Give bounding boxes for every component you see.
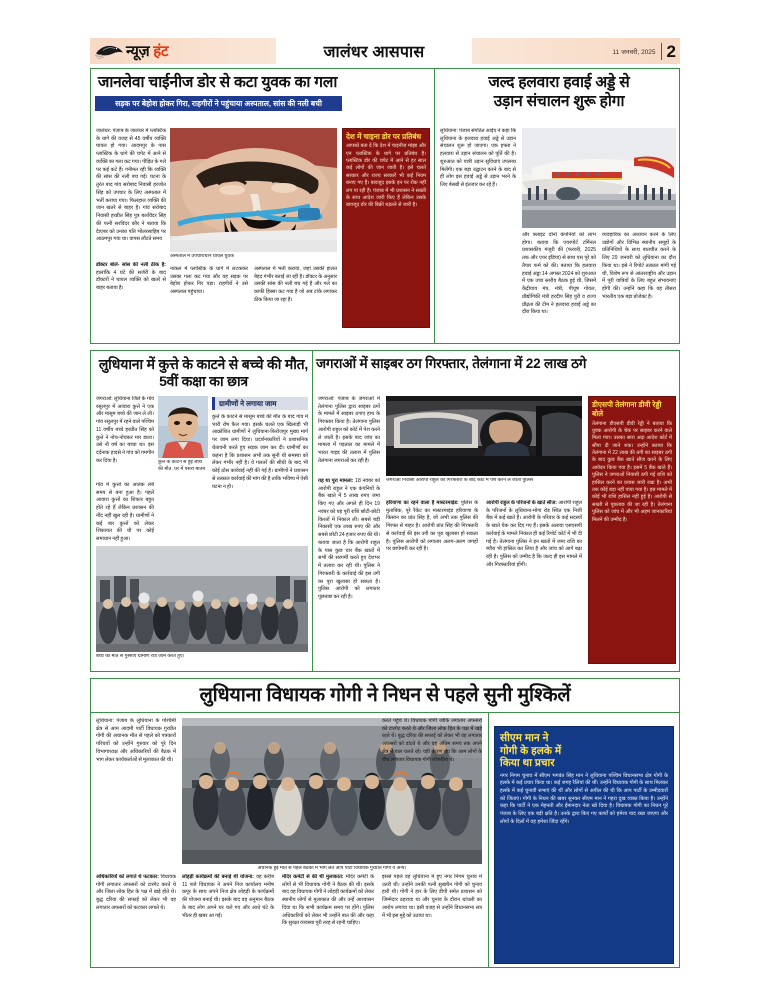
article-body-bottom-4 bbox=[382, 874, 482, 964]
headline-halwara-line2: उड़ान संचालन शुरू होगा bbox=[493, 92, 625, 110]
headline-mla-gogi: लुधियाना विधायक गोगी ने निधन से पहले सुनी मुश्किलें bbox=[199, 684, 571, 706]
section-top-divider bbox=[434, 68, 435, 344]
article-body-mid-right-4 bbox=[486, 500, 582, 664]
sidebar-box-body-dsp: तेलंगाना डीएसपी डीवी रेड्डी ने बताया कि युवक आरोपी के चेक पर साइबर करने वाले मिला गया। उसका सारा अदा आदेश कोर्ट में सौंपा दी जाने शक। उन्होंने बताया कि तेलंगाना में 22 लाख की ठगी का साइबर ठगी के बाद कुछ बैंक खाते सीज करने के लिए आवेदन किया गया है। इसमें 5 बैंक खाते हैं। पुलिस ने जगराओं निवासी ठगी गई राशि को हासिल करने का प्रयास जारी रखा है। अभी तक कोई बड़ा नहीं पाया गया है। इस मामले में कोई भी राशि हासिल नहीं हुई है। आरोपी से सख्ती से पूछताछ की जा रही है। तेलंगाना पुलिस को जांच में और भी अहम जानकारियां मिलने की उम्मीद है। bbox=[592, 420, 672, 523]
cm-box-title-line2: गोगी के हलके में bbox=[500, 744, 562, 757]
subheading-officials-reprimand: अधिकारियों को लगाते थे फटकार: bbox=[96, 874, 159, 880]
sidebar-box-title-cm-mann bbox=[495, 727, 673, 773]
article-body-top-right-2: और फ्लाइट दोनों कंपनियों को लाभ होगा। बताया कि एयरपोर्ट टर्मिनल प्रशासकीय मंजूरी की (फरवरी, 2025 तक और एयर इंडिया) से साथ एस पूरे को तैयार फर्म को की। बताया कि हलवारा हवाई अड्डा 14 अगस्त 2024 को शुरुआत में एक उच्च स्तरीय बैठक हुई थी, जिसमें केंद्रीयाय मंत्र, मंत्री, पीयूष गोयल, प्रौद्योगिकी मंत्री हरदीप सिंह पुरी व राज्य प्रौढ़ता की टीम ने हलवारा हवाई अड्डे का दौरा किया था। bbox=[522, 232, 596, 316]
article-body-top-right-1: लुधियाना: पंजाब संगठित आईए ने कहा कि लुधियाना के हलवारा हवाई अड्डे से उड़ान संचालन शुरू हो जाएगा। एक हफ्ता ने हलवारा से उड़ान संचालन को पूर्ति की है। शुरुआत को यात्री उड़ान सुविधाएं उपलब्ध मिलेंगी। एक बड़ा उद्घाटन करने के बाद से ही लोग इस हवाई अड्डे से उड़ान भरने के लिए बेसब्री से इंतजार कर रहे हैं। bbox=[440, 128, 516, 189]
caption-village-protest: बच्चे की मौत से गुस्साए ग्रामीण रोड जाम करते हुए। bbox=[96, 654, 185, 659]
article-body-bottom-5-text: विधायक गोगी लगातार अफसरों को टारगेट करते थे और जिला लोक हित के पक्ष में खड़े होते थे। बुद्ध दरिया की सफाई को लेकर भी वह लगातार अफसरों को फटकार लगाते थे। bbox=[96, 874, 176, 911]
cm-box-title-line3: किया था प्रचार bbox=[500, 757, 555, 770]
subheading-family-accounts-seized: आरोपी राहुल के परिजनों के खाते सीज: bbox=[486, 500, 557, 506]
subheading-full-case: यह था पूरा मामला: bbox=[318, 478, 354, 484]
article-body-mid-left-3: कुत्ते के काटने से मासूम बच्चे की मौत के बाद गांव में भारी रोष फैल गया। इसके चलते एक खिलाड़ी भी आक्रोशित ग्रामीणों ने लुधियाना-फिरोजपुर मुख्य मार्ग पर जाम लगा दिया। प्रदर्शनकारियों ने प्रशासनिक चेतावनी करते हुए सड़क जाम कर दी। ग्रामीणों का कहना है कि प्रशासन अभी तक सुनी थी समस्या को लेकर गंभीर नहीं है। वे गलतरें की सीधी के बाद भी कोई ठोस कार्रवाई नहीं की गई है। ग्रामीणों ने प्रशासन से तत्काल कार्रवाई की मांग की है ताकि भविष्य में ऐसी घटना न हो। bbox=[212, 414, 308, 490]
caption-mla-gogi-meeting: अचानक हुई मौत से पहले बैठकों में भाग लेते आप पार्टी विधायक गुरप्रीत गोगी व अन्य। bbox=[257, 866, 407, 871]
caption-police-arrest: जगराओं निवासी आरोपी राहुल को गिरफ्तारी के बाद कोर्ट में पेश करने ले जाती पुलिस bbox=[386, 478, 534, 483]
masthead-logo-text bbox=[126, 44, 168, 59]
article-body-bottom-6-text: करते पहुंचे थे। विधायक गोगी जोकि लगातार अफसरों को टारगेट करते थे और जिला लोक हित के पक्ष में खड़े रहते थे। बुद्ध दरिया की सफाई को लेकर भी वह लगातार अफसरों को डांटते थे और वह अंतिम समय तक अपने क्षेत्र में चाल चलते रहे। यही कारण रहा कि आम लोगों के बीच लगातार विधायक गोगी लोकप्रिय थे। bbox=[382, 718, 482, 763]
article-body-mid-right-4-text: आरोपी राहुल के परिजनों के लुधियाना-मोगा रोड स्थित एक निजी बैंक में कई खाते हैं। आरोपी के परिवार के कई सदस्यों के खाते चेक कर दिए गए हैं। इसके अलावा एसएसपी कार्रवाई के मामले निकाल ही कई रिपोर्ट कोर्ट में भी दी गई है। तेलंगाना पुलिस ने इन खातों में जमा राशि का ब्यौरा भी हासिल कर लिया है और जांच को आगे बढ़ा रही है। पुलिस को उम्मीद है कि जल्द ही इस मामले में और गिरफ्तारियां होंगी। bbox=[486, 500, 582, 568]
sidebar-box-cm-mann-campaign bbox=[494, 726, 674, 964]
article-body-mid-right-2-text: 18 नवंबर को आरोपी राहुल ने एक कंपनियों के बैंक खाते में 5 लाख रुपए जमा किए गए और अगले ही दिन 19 नवंबर को यह पूरी राशि छोटी-छोटी किश्तों में निकाल ली। सबसे बड़ी निकासी एक लाख रुपए की और सबसे छोटी 24 हजार रुपए की थी। बताया जाता है कि आरोपी राहुल के पास कुछ चार बैंक खातों में सभी की सरगर्मी करते हुए देशभर में तलाश कर रही थी। पुलिस ने गिरफ्तारी के कार्रवाई की इस उगी का पूरा खुलासा हो सकता है। पुलिस आरोपी को लगातार पूछताछ कर रही है। bbox=[318, 478, 380, 601]
article-body-bottom-3-text: मंदिर कमेटी के लोगों से भी विधायक गोगी ने बैठक की थी। इसके बाद वह विधायक गोगी ने लोहड़ी कार्यक्रमों को लेकर स्थानीय लोगों से मुलाकात की और उन्हें आश्वासन दिया था कि सभी कार्यक्रम समय पर होंगे। पुलिस अधिकारियों को लेकर भी उन्होंने बात की और कहा कि सुरक्षा व्यवस्था पूरी तरह से रहनी चाहिए। bbox=[282, 874, 374, 927]
logo-word-1: न्यूज़ bbox=[126, 42, 150, 60]
article-body-mid-right-3 bbox=[386, 500, 478, 664]
article-body-mid-right-3-text: पुलिस के मुताबिक, पूरे रैकेट का मास्टरमाइंड हरियाणा के किसान का प्रांत सिंह है, जो अभी तक पुलिस की गिरफ्त से बाहर है। आरोपी प्रांत सिंह की गिरफ्तारी से कार्रवाई की इस उगी का पूरा खुलासा हो सकता है। पुलिस आरोपी को लगातार अलग-अलग जगहों पर छापेमारी कर रही है। bbox=[386, 500, 478, 553]
sidebar-box-body-china-door: आपको बता दें कि देश में चाइनीज मांझा और एन प्लास्टिक के धागे पर प्रतिबंध है। प्लास्टिक डोर की चपेट में आने से हर साल कई लोगों की जान जाती है। इसे चलते सरकार और राज्य सरकारें भी कई नियम बनाए गए हैं। बावजूद इसके इन पर रोक नहीं लग पा रही है। पंजाब में भी प्रशासन ने सख्ती के साथ आदेश जारी किए हैं लेकिन उसके बावजूद डोर की बिक्री धड़ल्ले से जारी है। bbox=[346, 143, 426, 209]
section-bottom-divider bbox=[488, 712, 489, 968]
subheading-mastermind: हरियाणा का रहने वाला है मास्टरमाइंड: bbox=[386, 500, 459, 506]
headline-halwara-airport bbox=[440, 74, 678, 111]
article-body-mid-left-1: जगराओं: लुधियाना जिले के गांव रसूलपुर में आवारा कुत्ते ने एक और मासूम बच्चे की जान ले ली। गांव रसूलपुर में रहने वाले पश्चिम 11 वर्षीय बच्चे हरप्रीत सिंह को कुत्ते ने नोच-नोचकर मार डाला। उसे नौ वर्ष का बच्चा था। इस दर्दनाक हादसे ने गांव को गमगीन कर दिया है। bbox=[96, 396, 154, 464]
sidebar-box-china-door-ban bbox=[342, 128, 430, 328]
sidebar-box-body-cm-mann: नगर निगम चुनाव में सीएम भगवंत सिंह मान ने लुधियाना पश्चिम विधानसभा क्षेत्र गोगी के हलके में कई प्रचार किया था। कई जगह रैलियां की थीं। उन्होंने विधायक गोगी के साथ मिलकर हलके में कई चुनावी सभाएं की थीं और लोगों से अपील की थी कि आप पार्टी के उम्मीदवारों को जिताएं। गोगी के निधन की खबर सुनकर सीएम मान ने गहरा दुख व्यक्त किया है। उन्होंने कहा कि पार्टी ने एक मेहनती और ईमानदार नेता खो दिया है। विधायक गोगी का निधन पूरे पंजाब के लिए एक बड़ी क्षति है। उनके द्वारा किए गए कार्यों को हमेशा याद रखा जाएगा और लोगों के दिलों में वह हमेशा जिंदा रहेंगे। bbox=[500, 772, 668, 825]
article-body-top-left-3: हालांकि 4 घंटे की सर्जरी के बाद डॉक्टरों ने घायल व्यक्ति को खतरे से बाहर बताया है। bbox=[96, 269, 166, 292]
caption-injured-youth: अस्पताल में उपचाराधीन घायल युवक bbox=[170, 254, 234, 259]
subheadline-bar-top-left: सड़क पर बेहोश होकर गिरा, राहगीरों ने पहुंचाया अस्पताल, सांस की नली बची bbox=[95, 96, 342, 111]
section-middle-divider bbox=[312, 350, 313, 672]
article-body-mid-right-2 bbox=[318, 478, 380, 664]
article-body-top-left-5: अस्पताल में भर्ती कराया, जहां उसकी हालत बेहद गंभीर बताई जा रही है। डॉक्टर के अनुसार उसकी सांस की नली बच गई है और गले का काफी हिस्सा कट गया है जो अब टांके लगाकर ठीक किया जा रहा है। bbox=[254, 266, 337, 303]
bird-logo-icon bbox=[94, 42, 124, 60]
publication-date: 11 जनवरी, 2025 bbox=[612, 48, 656, 56]
page-number: 2 bbox=[661, 43, 676, 60]
article-body-bottom-3 bbox=[282, 874, 374, 964]
caption-child-victim: कुत्ते के काटने से हुई बच्चे की मौत, घर में पसरा मातम bbox=[158, 460, 206, 472]
subheading-villagers-blockade: ग्रामीणों ने लगाया जाम bbox=[212, 397, 308, 410]
sidebar-box-title-dsp: डीएसपी तेलंगाना डीवी रेड्डी बोले bbox=[592, 400, 662, 419]
masthead-meta bbox=[472, 38, 680, 64]
subheading-temple-committee: मंदिर कमेटी से की थी मुलाकात: bbox=[282, 874, 344, 880]
section-title: जालंधर आसपास bbox=[276, 38, 472, 64]
article-body-mid-left-2b bbox=[158, 492, 208, 542]
sidebar-box-title-china-door: देश में चाइना डोर पर प्रतिबंध bbox=[346, 132, 422, 141]
logo-word-2: हंट bbox=[153, 42, 169, 60]
article-body-mid-left-2a: गांव में कुत्तों का आतंक लंबे समय से बना हुआ है। पहले आवारा कुत्तों का शिकार बहुत होते रहे हैं लेकिन प्रशासन की नींद नहीं खुल रही है। ग्रामीणों ने कई बार कुत्तों को लेकर शिकायत की थी पर कोई समाधान नहीं हुआ। bbox=[96, 482, 154, 542]
sidebar-box-dsp-statement bbox=[588, 396, 676, 664]
photo-village-road-protest bbox=[96, 546, 308, 652]
cm-box-title-line1: सीएम मान ने bbox=[500, 732, 549, 744]
headline-dog-bite-death: लुधियाना में कुत्ते के काटने से बच्चे की मौत, 5वीं कक्षा का छात्र bbox=[98, 356, 309, 389]
photo-injured-youth bbox=[170, 128, 337, 252]
article-body-mid-right-1: जगराओं: पंजाब के जगराओं में तेलंगाना पुलिस द्वारा साइबर ठगों के मामले में साइबर ठगाए हाथ के गिरफ्तार किया है। तेलंगाना पुलिस आरोपी राहुल को कोर्ट में पेश करने ले जाती है। इसके बाद जांच का मामला में पड़ताल का मामले में भारत गाइड की तलाश में पुलिस तेलंगाना जगराओं कर रही है। bbox=[318, 396, 380, 464]
photo-child-victim bbox=[158, 396, 208, 458]
article-body-top-right-3: व्यवहारिक का अध्ययन करने के लिए उद्योगों और विभिन्न स्थानीय समूहों के प्रतिनिधियों के साथ बातचीत करने के लिए 29 जनवरी को लुधियाना का दौरा किया था। इसे ने रिपोर्ट तत्काल मांगी गई थी, विशेष रूप से आंतरराष्ट्रीय और उड़ान में पूरी यात्रियों के लिए बहुत संभावनाएं होंगी की। उन्होंने कहा कि यह तीसरा भारतीय एक बड़ा प्रोजेक्ट है। bbox=[602, 232, 676, 300]
photo-air-india-aircraft bbox=[522, 128, 676, 228]
article-body-top-left-4: नाकल में प्लास्टिक के धागे में लटककर उसका गला कट गया और वह सड़क पर बेहोश होकर गिर पड़ा। राहगीरों ने उसे अस्पताल पहुंचाया। bbox=[170, 266, 248, 296]
masthead bbox=[90, 38, 680, 64]
section-bottom-hrule bbox=[90, 712, 680, 713]
article-body-bottom-4-text: इससे पहले वह लुधियाना में हुए नगर निगम चुनाव में उतरी थी। उन्होंने उनकी पत्नी सुखचैन गोगी को चुनाव हारी थी। गोगी ने हार के लिए डीपी समेत प्रशासन को जिम्मेदार ठहराया था और चुनाव के दौरान धांधली का आरोप लगाया था। इसी वजह से उन्होंने विधानसभा सत्र में भी इस मुद्दे को उठाया था। bbox=[382, 874, 482, 919]
article-body-bottom-6 bbox=[382, 718, 482, 864]
photo-police-arrest-car bbox=[386, 396, 582, 476]
headline-halwara-line1: जल्द हलवारा हवाई अड्डे से bbox=[488, 74, 630, 91]
masthead-logo-area[interactable] bbox=[90, 38, 276, 64]
doctor-quote-lead: डॉक्टर बोले- सांस की नली ठीक है: bbox=[96, 262, 166, 268]
article-body-top-left-1: जालंधर: पंजाब के जालंधर में प्लास्टिक के धागे की वजह से 45 वर्षीय व्यक्ति घायल हो गया। आदमपुर के पास प्लास्टिक के धागे की चपेट में आने से व्यक्ति का गला कट गया। पीड़ित के गले पर कई कटे हैं। गनीमत रही कि व्यक्ति की सांस की नली बच गई। घटना के तुरंत बाद गांव सरोबाद निवासी हरजोत सिंह को उपचार के लिए अस्पताल में भर्ती कराया गया। फिलहाल व्यक्ति की जान खतरे से बाहर है। गांव सरोबाद निवासी हरप्रीत सिंह पुत्र बलविंदर सिंह की पत्नी सरविंदर कौर ने बताया कि देाएबर को उनका पति भोलरसाहिब पर आठमपुर गया था। वापस लौटते समय bbox=[96, 128, 166, 243]
article-body-bottom-2 bbox=[182, 874, 274, 964]
article-body-top-left-2 bbox=[96, 262, 166, 340]
subheading-lohri-plan: लोहड़ी कार्यक्रमों की बनाई थी योजना: bbox=[182, 874, 254, 880]
article-body-bottom-2-text: वह करीब 11 बजे विधायक ने अपने निज कार्यालय मनीष कपूर के साथ अपने निज क्षेत्र लोहड़ी के कार्यक्रमों की योजना बनाई थी। इसके बाद वह अनुमान बैठक के बाद लोग अपने घर चले गए और आधे घंटे के भीतर ही खबर आ गई। bbox=[182, 874, 274, 919]
article-body-bottom-5 bbox=[96, 874, 176, 964]
headline-chinese-kite-string: जानलेवा चाईनीज डोर से कटा युवक का गला bbox=[97, 74, 338, 91]
headline-cyber-fraud-arrest: जगराओं में साइबर ठग गिरफ्तार, तेलंगाना में 22 लाख ठगे bbox=[316, 356, 587, 371]
article-body-bottom-1-text: लुधियाना: पंजाब के लुधियाना के पश्चिमी क्षेत्र से आम आदमी पार्टी विधायक गुरप्रीत गोगी की अचानक मौत से पहले को पत्रकारों परिचयों को उन्होंने गुरुवार को पूरे दिन विभागाध्यक्ष और अधिकारियों की बैठक में भाग लेकर कार्यकर्ताओं से मुलाकात की थी। bbox=[96, 718, 176, 763]
